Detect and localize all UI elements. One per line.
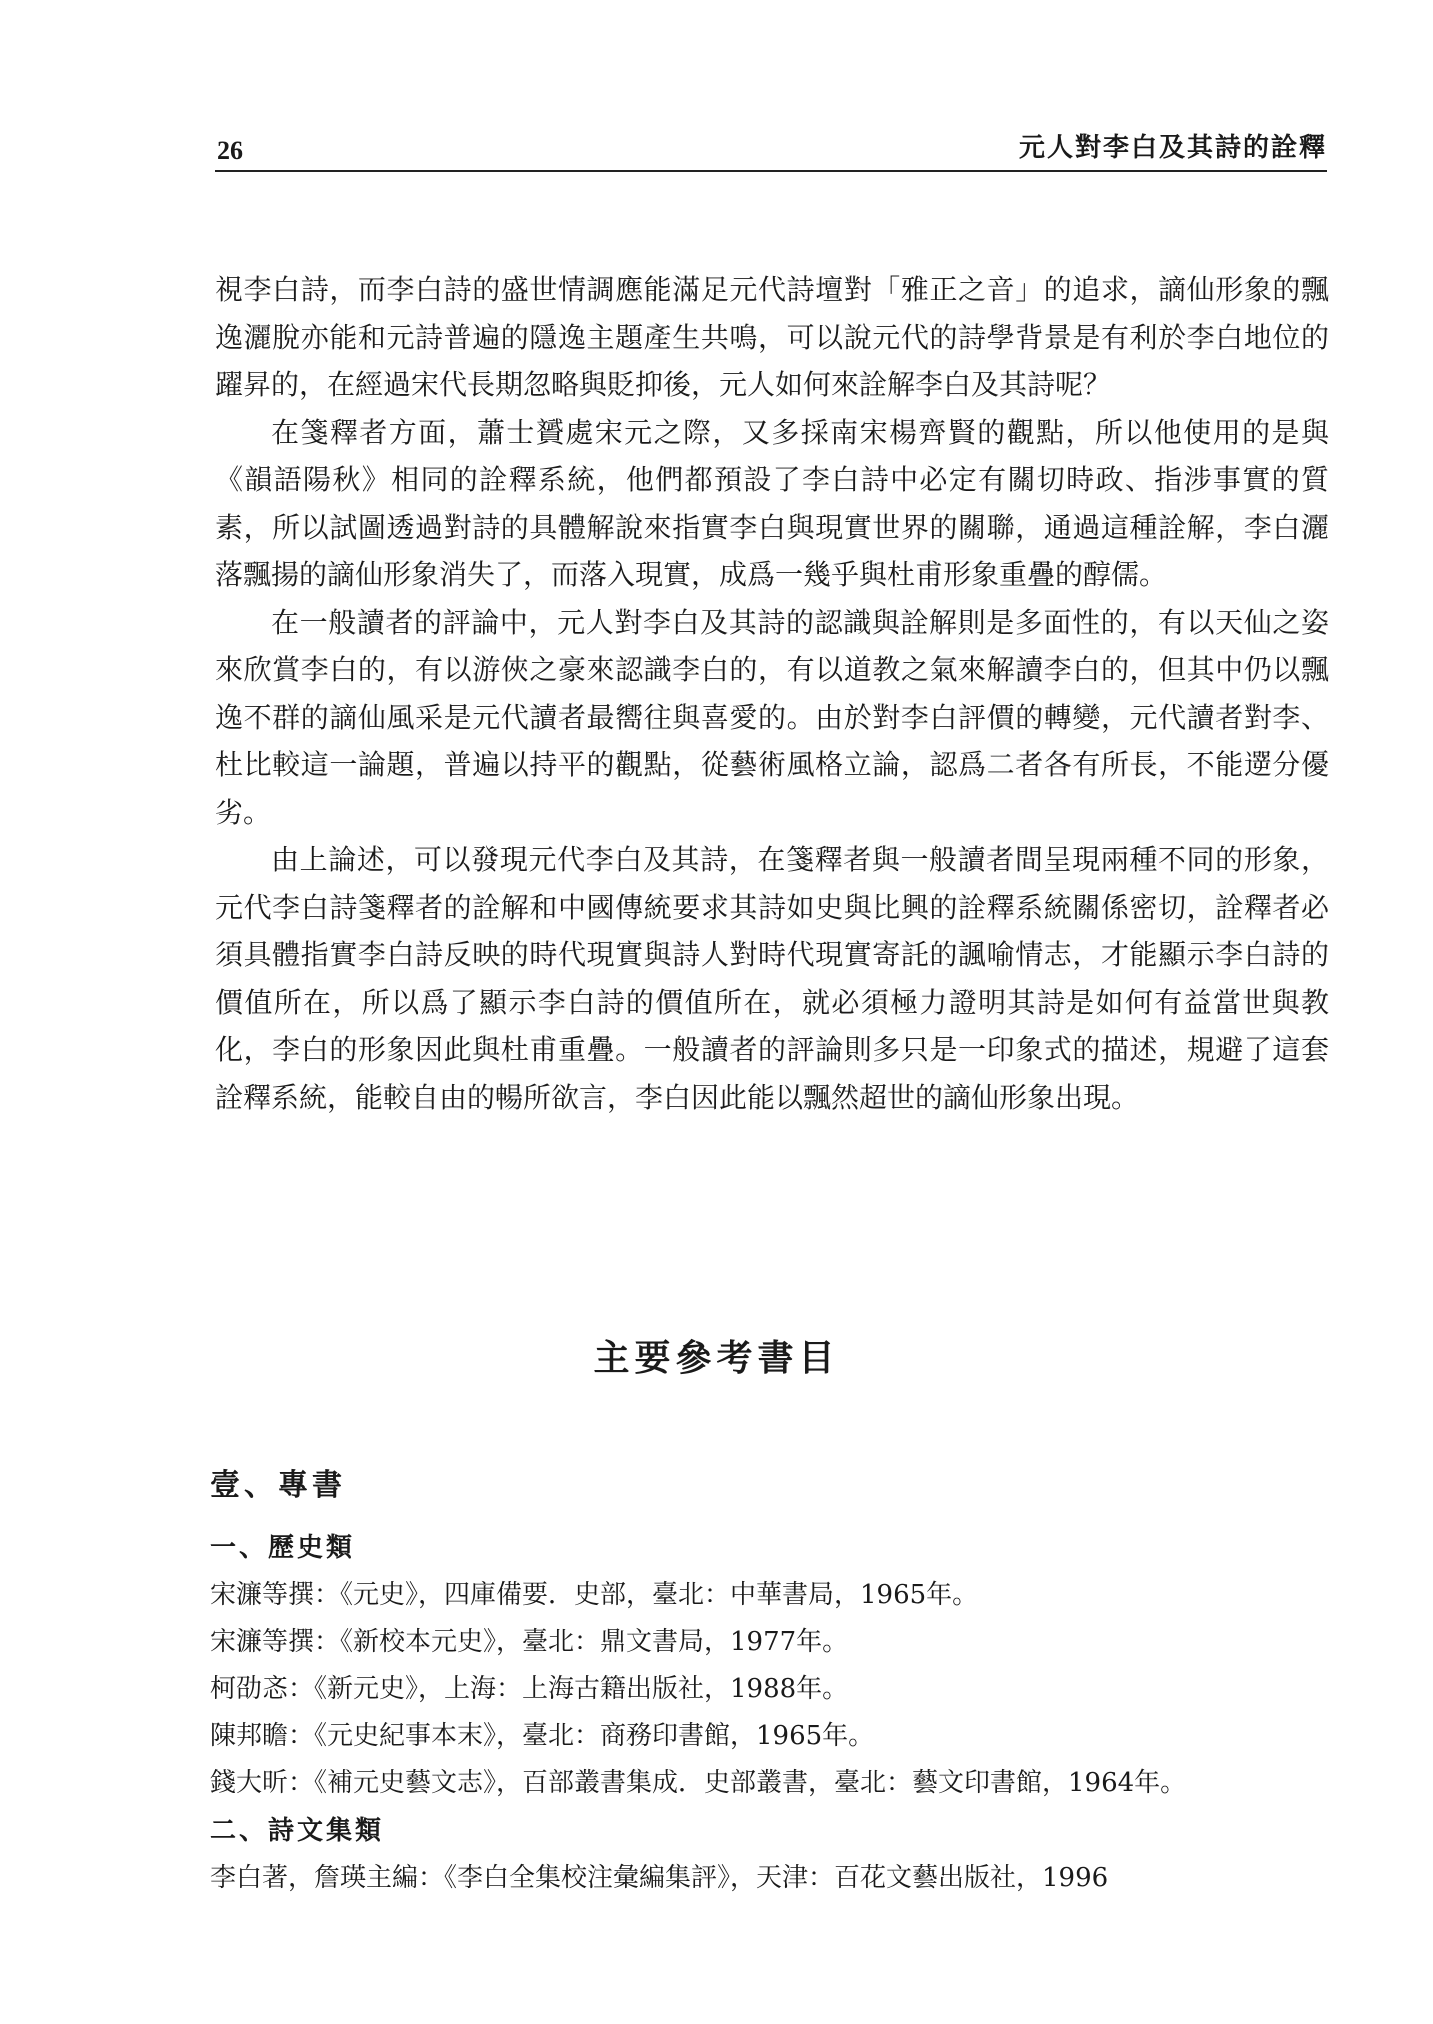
bibliography-title: 主要參考書目 [593,1338,840,1379]
category-heading-poetry: 二、詩文集類 [210,1816,385,1846]
reference-entry: 錢大昕：《補元史藝文志》，百部叢書集成．史部叢書，臺北：藝文印書館，1964年。 [210,1768,1187,1798]
reference-entry: 柯劭忞：《新元史》，上海：上海古籍出版社，1988年。 [210,1674,849,1704]
page-number: 26 [217,136,243,165]
category-heading-history: 一、歷史類 [210,1533,356,1563]
running-title: 元人對李白及其詩的詮釋 [1018,133,1327,163]
paragraph: 在一般讀者的評論中，元人對李白及其詩的認識與詮解則是多面性的，有以天仙之姿來欣賞李白的，有以游俠之豪來認識李白的，有以道教之氣來解讀李白的，但其中仍以飄逸不群的謫仙風采是元代讀者最嚮往與喜愛的。由於對李白評價的轉變，元代讀者對李、杜比較這一論題，普遍以持平的觀點，從藝術風格立論，認爲二者各有所長，不能遻分優劣。 [215,605,1329,829]
reference-entry: 李白著，詹瑛主編：《李白全集校注彙編集評》，天津：百花文藝出版社，1996 [210,1863,1109,1893]
reference-entry: 陳邦瞻：《元史紀事本末》，臺北：商務印書館，1965年。 [210,1721,875,1751]
reference-entry: 宋濂等撰：《新校本元史》，臺北：鼎文書局，1977年。 [210,1627,849,1657]
reference-list [210,1524,1330,1902]
reference-entry: 宋濂等撰：《元史》，四庫備要．史部，臺北：中華書局，1965年。 [210,1580,979,1610]
bibliography-part-heading: 壹、專書 [210,1468,346,1503]
body-text [215,266,1329,1121]
page-header [215,130,1327,172]
paragraph: 在箋釋者方面，蕭士贇處宋元之際，又多採南宋楊齊賢的觀點，所以他使用的是與《韻語陽秋》相同的詮釋系統，他們都預設了李白詩中必定有關切時政、指涉事實的質素，所以試圖透過對詩的具體解說來指實李白與現實世界的關聯，通過這種詮解，李白灑落飄揚的謫仙形象消失了，而落入現實，成爲一幾乎與杜甫形象重疊的醇儒。 [215,415,1329,591]
paragraph: 視李白詩，而李白詩的盛世情調應能滿足元代詩壇對「雅正之音」的追求，謫仙形象的飄逸灑脫亦能和元詩普遍的隱逸主題產生共鳴，可以說元代的詩學背景是有利於李白地位的躍昇的，在經過宋代長期忽略與貶抑後，元人如何來詮解李白及其詩呢？ [215,273,1329,401]
paragraph: 由上論述，可以發現元代李白及其詩，在箋釋者與一般讀者間呈現兩種不同的形象，元代李白詩箋釋者的詮解和中國傳統要求其詩如史與比興的詮釋系統關係密切，詮釋者必須具體指實李白詩反映的時代現實與詩人對時代現實寄託的諷喻情志，才能顯示李白詩的價值所在，所以爲了顯示李白詩的價值所在，就必須極力證明其詩是如何有益當世與教化，李白的形象因此與杜甫重疊。一般讀者的評論則多只是一印象式的描述，規避了這套詮釋系統，能較自由的暢所欲言，李白因此能以飄然超世的謫仙形象出現。 [215,843,1329,1114]
